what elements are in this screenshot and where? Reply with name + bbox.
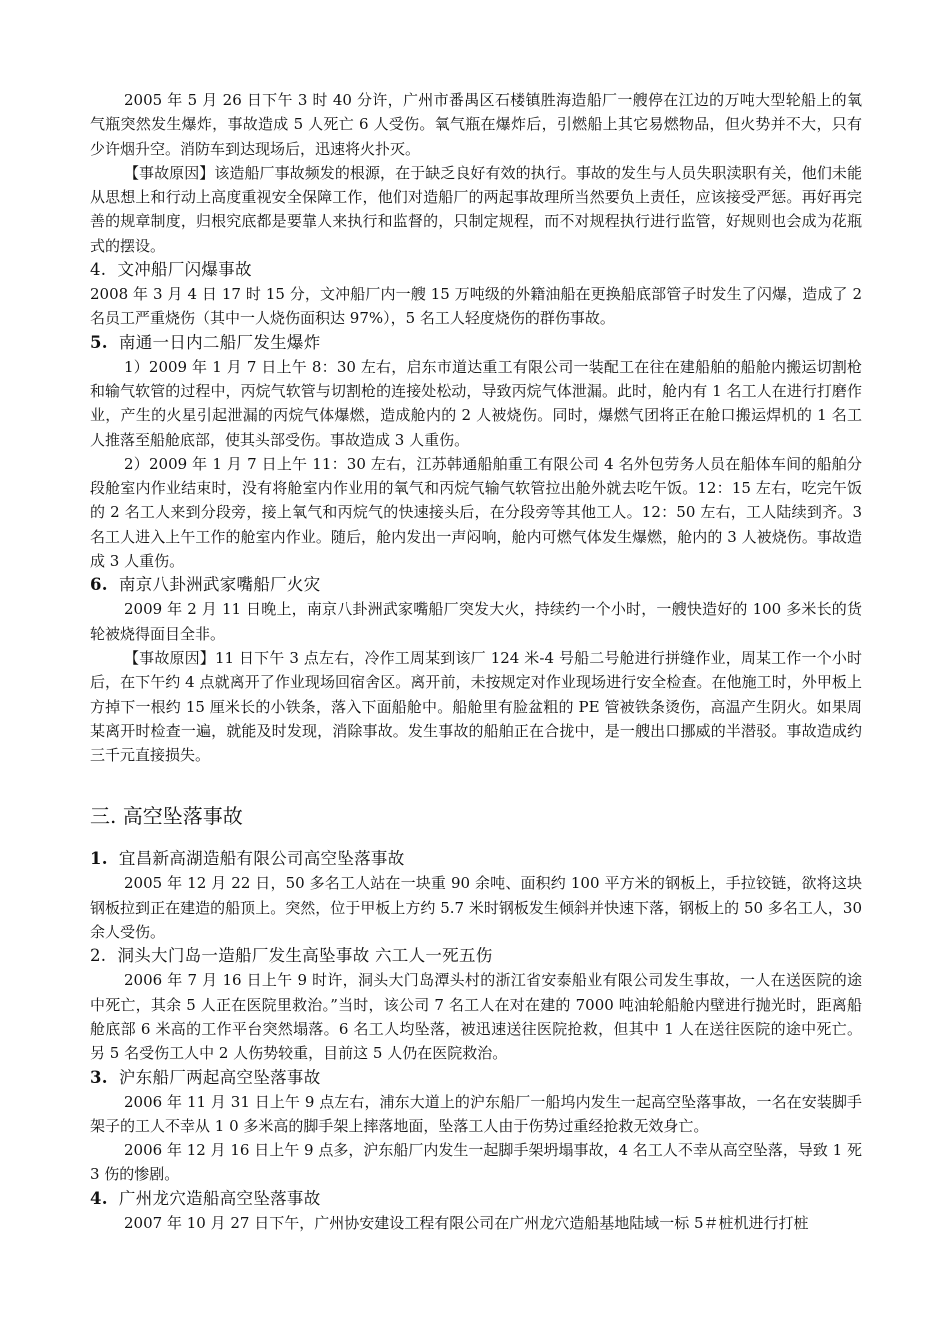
paragraph: 1）2009 年 1 月 7 日上午 8：30 左右，启东市道达重工有限公司一装配工在往在建船舶的船舱内搬运切割枪和输气软管的过程中，丙烷气软管与切割枪的连接处松动，导致丙烷气体泄漏。此时，舱内有 1 名工人在进行打磨作业，产生的火星引起泄漏的丙烷气体爆燃，造成舱内的 2 人被烧伤。同时，爆燃气团将正在舱口搬运焊机的 1 名工人推落至船舱底部，使其头部受伤。事故造成 3 人重伤。 [90,357,862,449]
paragraph: 2006 年 7 月 16 日上午 9 时许，洞头大门岛潭头村的浙江省安泰船业有限公司发生事故，一人在送医院的途中死亡，其余 5 人正在医院里救治。”当时，该公司 7 名工人在对在建的 7000 吨油轮船舱内壁进行抛光时，距离船舱底部 6 米高的工作平台突然塌落。6 名工人均坠落，被迅速送往医院抢救，但其中 1 人在送往医院的途中死亡。另 5 名受伤工人中 2 人伤势较重，目前这 5 人仍在医院救治。 [90,971,862,1063]
heading-number: 4. [90,1188,108,1208]
heading-title: 沪东船厂两起高空坠落事故 [118,1067,321,1087]
heading-s3-item-1 [90,847,862,871]
heading-title: 南京八卦洲武家嘴船厂火灾 [118,575,321,595]
paragraph: 2009 年 2 月 11 日晚上，南京八卦洲武家嘴船厂突发大火，持续约一个小时，一艘快造好的 100 多米长的货轮被烧得面目全非。 [90,600,862,643]
heading-title: 南通一日内二船厂发生爆炸 [118,332,321,352]
heading-number: 2. [90,946,107,966]
section-title: 三. 高空坠落事故 [90,804,243,829]
paragraph: 2007 年 10 月 27 日下午，广州协安建设工程有限公司在广州龙穴造船基地陆域一标 5＃桩机进行打桩 [124,1213,809,1232]
heading-item-4 [90,258,862,282]
heading-title: 洞头大门岛一造船厂发生高坠事故 六工人一死五伤 [117,946,493,966]
paragraph: 【事故原因】11 日下午 3 点左右，冷作工周某到该厂 124 米-4 号船二号舱进行拼缝作业，周某工作一个小时后，在下午约 4 点就离开了作业现场回宿舍区。离开前，未按规定对作业现场进行安全检查。在他施工时，外甲板上方掉下一根约 15 厘米长的小铁条，落入下面船舱中。船舱里有脸盆粗的 PE 管被铁条烫伤，高温产生阴火。如果周某离开时检查一遍，就能及时发现，消除事故。发生事故的船舶正在合拢中，是一艘出口挪威的半潜驳。事故造成约三千元直接损失。 [90,648,862,765]
paragraph: 2008 年 3 月 4 日 17 时 15 分，文冲船厂内一艘 15 万吨级的外籍油船在更换船底部管子时发生了闪爆，造成了 2 名员工严重烧伤（其中一人烧伤面积达 97%），5 名工人轻度烧伤的群伤事故。 [90,285,862,328]
heading-item-5 [90,331,862,355]
paragraph: 2006 年 11 月 31 日上午 9 点左右，浦东大道上的沪东船厂一船坞内发生一起高空坠落事故，一名在安装脚手架子的工人不幸从 1 0 多米高的脚手架上摔落地面，坠落工人由于伤势过重经抢救无效身亡。 [90,1092,862,1135]
heading-s3-item-3 [90,1066,862,1090]
intro-paragraph: 2005 年 5 月 26 日下午 3 时 40 分许，广州市番禺区石楼镇胜海造船厂一艘停在江边的万吨大型轮船上的氧气瓶突然发生爆炸，事故造成 5 人死亡 6 人受伤。氧气瓶在爆炸后，引燃船上其它易燃物品，但火势并不大，只有少许烟升空。消防车到达现场后，迅速将火扑灭。 [90,91,862,158]
heading-s3-item-4 [90,1187,862,1211]
cause-paragraph: 【事故原因】该造船厂事故频发的根源，在于缺乏良好有效的执行。事故的发生与人员失职渎职有关，他们未能从思想上和行动上高度重视安全保障工作，他们对造船厂的两起事故理所当然要负上责任，应该接受严惩。再好再完善的规章制度，归根究底都是要靠人来执行和监督的，只制定规程，而不对规程执行进行监管，好规则也会成为花瓶式的摆设。 [90,163,862,255]
heading-number: 5. [90,332,108,352]
heading-title: 广州龙穴造船高空坠落事故 [118,1188,321,1208]
heading-item-6 [90,573,862,597]
heading-s3-item-2 [90,944,862,968]
heading-number: 3. [90,1067,108,1087]
heading-number: 1. [90,849,108,869]
heading-title: 宜昌新高湖造船有限公司高空坠落事故 [118,849,405,869]
heading-number: 4. [90,260,107,280]
document-page [90,88,862,1235]
paragraph: 2）2009 年 1 月 7 日上午 11：30 左右，江苏韩通船舶重工有限公司 4 名外包劳务人员在船体车间的船舶分段舱室内作业结束时，没有将舱室内作业用的氧气和丙烷气输气软管拉出舱外就去吃午饭。12：15 左右，吃完午饭的 2 名工人来到分段旁，接上氧气和丙烷气的快速接头后，在分段旁等其他工人。12：50 左右，工人陆续到齐。3 名工人进入上午工作的舱室内作业。随后，舱内发出一声闷响，舱内可燃气体发生爆燃，舱内的 3 人被烧伤。事故造成 3 人重伤。 [90,454,862,571]
paragraph: 2005 年 12 月 22 日，50 多名工人站在一块重 90 余吨、面积约 100 平方米的钢板上，手拉铰链，欲将这块钢板拉到正在建造的船顶上。突然，位于甲板上方约 5.7 米时钢板发生倾斜并快速下落，钢板上的 50 多名工人，30 余人受伤。 [90,874,862,942]
heading-number: 6. [90,575,108,595]
heading-title: 文冲船厂闪爆事故 [117,260,252,280]
paragraph: 2006 年 12 月 16 日上午 9 点多，沪东船厂内发生一起脚手架坍塌事故，4 名工人不幸从高空坠落，导致 1 死 3 伤的惨剧。 [90,1141,862,1184]
